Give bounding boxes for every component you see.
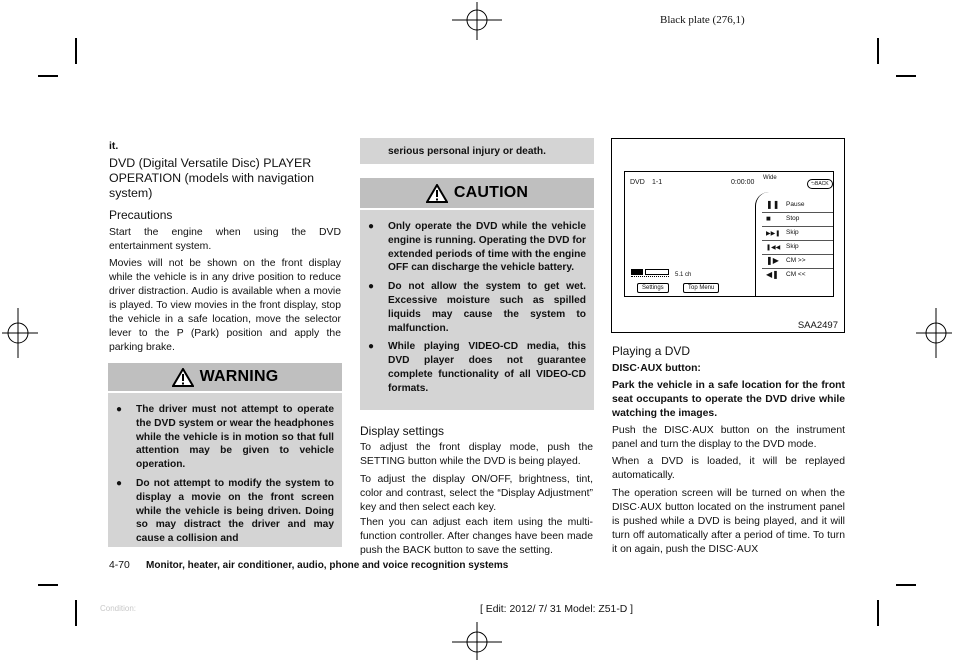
stop-control[interactable]: ■ Stop	[762, 213, 833, 227]
warning-triangle-icon	[172, 368, 194, 387]
time-display: 0:00:00	[731, 179, 755, 186]
dvd-screen-figure	[611, 138, 845, 333]
edit-info: [ Edit: 2012/ 7/ 31 Model: Z51-D ]	[480, 604, 634, 615]
crop-mark	[877, 600, 879, 626]
caution-item: ● While playing VIDEO-CD media, this DVD player does not guarantee complete functionality of all VIDEO-CD formats.	[368, 341, 586, 394]
pause-control[interactable]: ❚❚ Pause	[762, 199, 833, 213]
cm-back-icon: ◀❚	[766, 270, 779, 279]
settings-button[interactable]: Settings	[637, 283, 669, 293]
chapter-title: Monitor, heater, air conditioner, audio, phone and voice recognition systems	[146, 560, 509, 571]
safety-paragraph: Park the vehicle in a safe location for the front seat occupants to operate the DVD drive while watching the images.	[612, 380, 845, 419]
crop-mark	[896, 584, 916, 586]
warning-label: WARNING	[199, 368, 279, 385]
precautions-paragraph: Movies will not be shown on the front display while the vehicle is in any drive position to reduce driver distraction. Audio is available when a movie is played. To view movies in the front display, stop the vehicle in a safe location, move the selector lever to the P (Park) position and apply the parking brake.	[109, 258, 341, 353]
dolby-digital-logo-icon	[631, 269, 671, 279]
display-settings-paragraph: To adjust the front display mode, push the SETTING button while the DVD is being played.	[360, 442, 593, 467]
top-menu-button[interactable]: Top Menu	[683, 283, 719, 293]
caution-label: CAUTION	[453, 184, 529, 201]
warning-item: ● Do not attempt to modify the system to display a movie on the front screen while the vehicle is being driven. Doing so may distract the driver and may cause a collision and	[116, 477, 334, 545]
cm-back-control[interactable]: ◀❚ CM <<	[766, 270, 806, 279]
crop-mark	[75, 600, 77, 626]
plate-label: Black plate (276,1)	[660, 14, 745, 26]
registration-mark-left-icon	[2, 308, 38, 358]
playing-dvd-paragraph: The operation screen will be turned on when the DISC·AUX button located on the instrument panel is pushed while a DVD is being played, and it will turn off automatically after a period of time. To turn it on again, push the DISC·AUX	[612, 488, 845, 555]
cm-forward-control[interactable]: ❚▶ CM >>	[762, 255, 833, 269]
playing-dvd-paragraph: Push the DISC·AUX button on the instrument panel and turn the display to the DVD mode.	[612, 425, 845, 450]
registration-mark-bottom-icon	[452, 622, 502, 660]
skip-forward-control[interactable]: ▶▶❚ Skip	[762, 227, 833, 241]
warning-triangle-icon	[426, 184, 448, 203]
skip-forward-icon: ▶▶❚	[766, 231, 781, 237]
audio-channel-info: 5.1 ch	[675, 272, 692, 278]
cm-forward-icon: ❚▶	[766, 256, 779, 265]
precautions-paragraph: Start the engine when using the DVD entertainment system.	[109, 227, 341, 252]
wide-mode-label: Wide	[763, 175, 777, 181]
display-settings-paragraph: Then you can adjust each item using the multi-function controller. After changes have been made push the BACK button to save the setting.	[360, 517, 593, 556]
crop-mark	[38, 584, 58, 586]
pause-icon: ❚❚	[766, 200, 780, 209]
display-settings-heading: Display settings	[360, 424, 445, 438]
page-number: 4-70	[109, 560, 130, 571]
continued-warning-box	[360, 138, 594, 164]
warning-item: ● The driver must not attempt to operate the DVD system or wear the headphones while the vehicle is in motion so that full attention may be given to vehicle operation.	[116, 404, 334, 471]
condition-label: Condition:	[100, 604, 137, 613]
crop-mark	[38, 75, 58, 77]
display-settings-paragraph: To adjust the display ON/OFF, brightness, tint, color and contrast, select the “Display Adjustment” key and then select each key.	[360, 474, 593, 513]
playing-dvd-heading: Playing a DVD	[612, 344, 691, 358]
dvd-screen	[624, 171, 834, 297]
skip-back-icon: ❚◀◀	[766, 245, 781, 251]
warning-body	[108, 393, 342, 547]
continued-warning-text: serious personal injury or death.	[388, 146, 546, 157]
registration-mark-top-icon	[452, 2, 502, 40]
caution-body	[360, 210, 594, 410]
skip-back-control[interactable]: ❚◀◀ Skip	[762, 241, 833, 255]
precautions-heading: Precautions	[109, 208, 173, 222]
back-arrow-icon: ⮌	[811, 181, 816, 187]
figure-caption: SAA2497	[797, 320, 838, 331]
caution-item: ● Only operate the DVD while the vehicle engine is running. Operating the DVD for extended periods of time with the engine OFF can discharge the vehicle battery.	[368, 221, 586, 274]
playing-dvd-paragraph: When a DVD is loaded, it will be replayed automatically.	[612, 456, 845, 481]
disc-aux-subheading: DISC·AUX button:	[612, 363, 701, 374]
crop-mark	[896, 75, 916, 77]
caution-item: ● Do not allow the system to get wet. Excessive moisture such as spilled liquids may cause the system to malfunction.	[368, 281, 586, 334]
crop-mark	[877, 38, 879, 64]
back-button[interactable]: ⮌BACK	[807, 179, 833, 189]
registration-mark-right-icon	[916, 308, 952, 358]
stop-icon: ■	[766, 214, 771, 223]
warning-header	[108, 363, 342, 391]
chapter-indicator: 1-1	[652, 179, 663, 186]
screen-title: DVD	[630, 179, 645, 186]
caution-header	[360, 178, 594, 208]
section-title: DVD (Digital Versatile Disc) PLAYER OPERATION (models with navigation system)	[109, 156, 314, 200]
crop-mark	[75, 38, 77, 64]
lead-fragment: it.	[109, 141, 119, 152]
